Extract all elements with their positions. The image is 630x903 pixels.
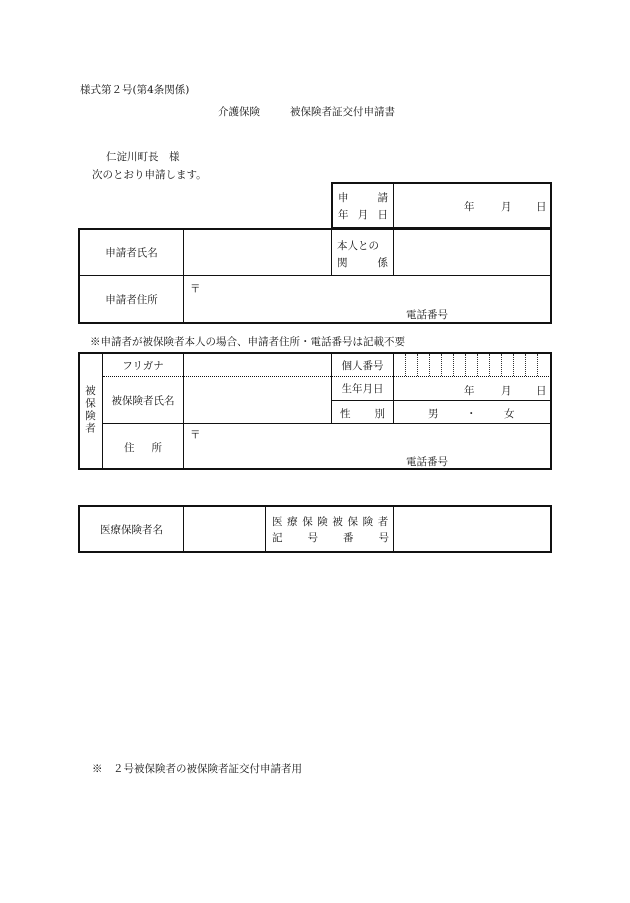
date-label-line2: 年 月 日 <box>338 209 388 221</box>
footer-note: ※ ２号被保険者の被保険者証交付申請者用 <box>92 763 302 775</box>
sex-option-male[interactable]: 男 <box>428 408 439 420</box>
insured-name-field[interactable] <box>184 377 331 423</box>
relation-label-line2: 関 係 <box>337 257 388 269</box>
insured-address-label: 住 所 <box>124 442 162 454</box>
date-day-label: 日 <box>536 201 547 213</box>
birth-day-label: 日 <box>536 385 547 397</box>
relation-field[interactable] <box>394 230 550 275</box>
sex-label: 性 別 <box>340 408 385 420</box>
birth-month-label: 月 <box>501 385 512 397</box>
applicant-postal-mark: 〒 <box>190 283 201 295</box>
personal-number-label: 個人番号 <box>341 359 384 372</box>
insured-phone-label: 電話番号 <box>406 456 448 468</box>
relation-label-line1: 本人との <box>337 240 379 252</box>
applicant-phone-label: 電話番号 <box>406 309 448 321</box>
form-title-prefix: 介護保険 <box>218 106 260 118</box>
form-title: 被保険者証交付申請書 <box>290 106 395 118</box>
insured-name-label: 被保険者氏名 <box>111 394 175 407</box>
medical-number-label-line2: 記号番号 <box>272 532 414 544</box>
date-year-label: 年 <box>464 201 475 213</box>
applicant-name-label: 申請者氏名 <box>105 247 158 259</box>
birth-date-label: 生年月日 <box>341 383 384 395</box>
sex-separator: ・ <box>466 408 477 420</box>
form-number: 様式第２号(第4条関係) <box>80 84 190 96</box>
sex-option-female[interactable]: 女 <box>504 408 515 420</box>
medical-insurer-label: 医療保険者名 <box>100 523 163 536</box>
date-month-label: 月 <box>501 201 512 213</box>
furigana-label: フリガナ <box>122 359 164 372</box>
date-label-line1: 申 請 <box>338 192 388 204</box>
furigana-field[interactable] <box>184 354 331 376</box>
addressee: 仁淀川町長 様 <box>106 151 180 163</box>
insured-postal-mark: 〒 <box>190 429 201 441</box>
applicant-name-field[interactable] <box>184 230 331 275</box>
personal-number-field[interactable] <box>394 354 550 376</box>
birth-year-label: 年 <box>464 385 475 397</box>
intro-text: 次のとおり申請します。 <box>92 169 207 181</box>
insured-side-label: 被保険者 <box>84 385 96 435</box>
medical-number-label-line1: 医療保険被保険者 <box>272 516 393 528</box>
applicant-note: ※申請者が被保険者本人の場合、申請者住所・電話番号は記載不要 <box>90 336 405 348</box>
applicant-address-label: 申請者住所 <box>105 293 158 306</box>
insured-address-field[interactable] <box>210 426 390 446</box>
medical-number-field[interactable] <box>394 507 550 551</box>
medical-insurer-field[interactable] <box>184 507 265 551</box>
applicant-address-field[interactable] <box>210 280 390 300</box>
